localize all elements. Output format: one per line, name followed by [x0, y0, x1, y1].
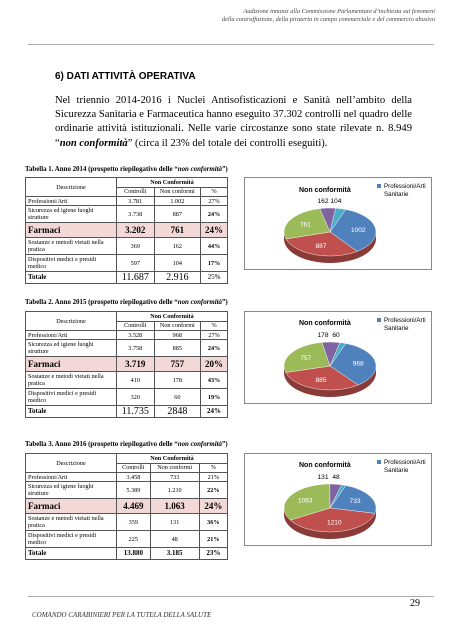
- table-row: [26, 206, 228, 223]
- cell-pct: 24%: [199, 499, 227, 514]
- col-header-description: Descrizione: [26, 178, 117, 197]
- cell-nonconformi: 178: [154, 372, 201, 389]
- legend-label-cont: Sanitarie: [384, 467, 409, 474]
- cell-description: Sostanze e metodi vietati nella pratica: [26, 238, 117, 255]
- pie-data-label: 104: [330, 198, 342, 205]
- col-header-controlli: Controlli: [117, 187, 155, 197]
- col-header-nonconformi: Non conformi: [154, 321, 201, 331]
- table-row: [26, 548, 228, 560]
- cell-pct: 27%: [201, 331, 228, 340]
- cell-description: Professioni/Arti: [26, 331, 117, 340]
- cell-controlli: 11.735: [117, 406, 155, 418]
- cell-nonconformi: 733: [150, 473, 199, 482]
- table-1-caption: Tabella 1. Anno 2014 (prospetto riepilogativo delle “non conformità”): [25, 166, 228, 173]
- cell-nonconformi: 757: [154, 357, 201, 372]
- pie-data-label: 1002: [350, 226, 366, 234]
- intro-paragraph: [55, 94, 412, 151]
- cell-nonconformi: 104: [154, 255, 201, 272]
- table-row: [26, 473, 228, 482]
- cell-nonconformi: 60: [154, 389, 201, 406]
- cell-description: Dispositivi medici e presidi medico: [26, 255, 117, 272]
- col-group-header: Non Conformità: [117, 312, 228, 322]
- cell-pct: 21%: [199, 473, 227, 482]
- cell-controlli: 410: [117, 372, 155, 389]
- cell-pct: 19%: [201, 389, 228, 406]
- table-row: [26, 531, 228, 548]
- col-header-description: Descrizione: [26, 454, 117, 473]
- cell-controlli: 13.880: [117, 548, 151, 560]
- legend-label-cont: Sanitarie: [384, 191, 409, 198]
- col-header-pct: %: [201, 187, 228, 197]
- pie-data-label: 131: [317, 474, 329, 481]
- cell-description: Sostanze e metodi vietati nella pratica: [26, 372, 117, 389]
- cell-pct: 21%: [199, 531, 227, 548]
- cell-nonconformi: 761: [154, 223, 201, 238]
- legend-swatch: [377, 460, 381, 464]
- cell-description: Sostanze e metodi vietati nella pratica: [26, 514, 117, 531]
- table-2016: [25, 453, 228, 560]
- cell-nonconformi: 1.063: [150, 499, 199, 514]
- table-row: [26, 514, 228, 531]
- table-row: [26, 357, 228, 372]
- table-row: [26, 406, 228, 418]
- cell-pct: 24%: [201, 223, 228, 238]
- col-header-nonconformi: Non conformi: [154, 187, 201, 197]
- section-title: 6) DATI ATTIVITÀ OPERATIVA: [55, 71, 196, 82]
- cell-controlli: 3.758: [117, 340, 155, 357]
- cell-controlli: 3.202: [117, 223, 155, 238]
- cell-controlli: 5.389: [117, 482, 151, 499]
- legend-label-cont: Sanitarie: [384, 325, 409, 332]
- cell-pct: 24%: [201, 340, 228, 357]
- col-header-controlli: Controlli: [117, 321, 155, 331]
- cell-controlli: 597: [117, 255, 155, 272]
- col-header-pct: %: [199, 463, 227, 473]
- cell-controlli: 369: [117, 238, 155, 255]
- header-divider: [28, 44, 434, 45]
- cell-controlli: 4.469: [117, 499, 151, 514]
- page-header: [120, 8, 435, 24]
- cell-pct: 17%: [201, 255, 228, 272]
- cell-description: Farmaci: [26, 499, 117, 514]
- pie-data-label: 885: [315, 377, 327, 385]
- col-group-header: Non Conformità: [117, 454, 228, 464]
- table-row: [26, 482, 228, 499]
- pie-chart-2015: [244, 311, 432, 404]
- cell-description: Dispositivi medici e presidi medico: [26, 531, 117, 548]
- table-3-caption: Tabella 3. Anno 2016 (prospetto riepilogativo delle “non conformità”): [25, 441, 228, 448]
- pie-data-label: 968: [352, 360, 364, 368]
- pie-data-label: 48: [332, 474, 340, 481]
- cell-pct: 24%: [201, 206, 228, 223]
- pie-data-label: 178: [317, 332, 329, 339]
- cell-pct: 44%: [201, 238, 228, 255]
- cell-nonconformi: 1.002: [154, 197, 201, 206]
- cell-nonconformi: 2848: [154, 406, 201, 418]
- table-row: [26, 499, 228, 514]
- cell-nonconformi: 131: [150, 514, 199, 531]
- cell-controlli: 3.738: [117, 206, 155, 223]
- cell-pct: 23%: [199, 548, 227, 560]
- table-row: [26, 255, 228, 272]
- pie-chart-svg: [245, 312, 431, 403]
- pie-chart-svg: [245, 454, 431, 545]
- cell-pct: 43%: [201, 372, 228, 389]
- cell-controlli: 359: [117, 514, 151, 531]
- cell-nonconformi: 3.185: [150, 548, 199, 560]
- intro-emphasis: non conformità: [59, 137, 128, 149]
- header-line-2: della contraffazione, della pirateria in campo commerciale e del commercio abusivo: [221, 16, 435, 23]
- chart-title: Non conformità: [299, 187, 351, 194]
- data-table: [25, 453, 228, 560]
- cell-nonconformi: 2.916: [154, 272, 201, 284]
- pie-data-label: 1063: [297, 497, 313, 505]
- cell-controlli: 3.458: [117, 473, 151, 482]
- footer-text: COMANDO CARABINIERI PER LA TUTELA DELLA SALUTE: [32, 611, 212, 619]
- intro-text-end: ” (circa il 23% del totale dei controlli eseguiti).: [127, 137, 328, 149]
- table-2015: [25, 311, 228, 418]
- col-header-description: Descrizione: [26, 312, 117, 331]
- chart-title: Non conformità: [299, 320, 351, 327]
- pie-data-label: 761: [299, 221, 311, 229]
- cell-controlli: 3.781: [117, 197, 155, 206]
- cell-description: Sicurezza ed igiene luoghi strutture: [26, 482, 117, 499]
- table-row: [26, 238, 228, 255]
- cell-pct: 25%: [201, 272, 228, 284]
- cell-description: Sicurezza ed igiene luoghi strutture: [26, 340, 117, 357]
- table-row: [26, 331, 228, 340]
- cell-description: Totale: [26, 272, 117, 284]
- table-2014: [25, 177, 228, 284]
- cell-description: Farmaci: [26, 223, 117, 238]
- cell-nonconformi: 1.210: [150, 482, 199, 499]
- cell-description: Professioni/Arti: [26, 197, 117, 206]
- table-row: [26, 372, 228, 389]
- cell-controlli: 320: [117, 389, 155, 406]
- table-2-caption: Tabella 2. Anno 2015 (prospetto riepilogativo delle “non conformità”): [25, 299, 228, 306]
- legend-swatch: [377, 184, 381, 188]
- cell-pct: 24%: [201, 406, 228, 418]
- cell-description: Totale: [26, 548, 117, 560]
- col-group-header: Non Conformità: [117, 178, 228, 188]
- cell-pct: 36%: [199, 514, 227, 531]
- table-row: [26, 272, 228, 284]
- header-line-1: Audizione innanzi alla Commissione Parlamentare d’inchiesta sui fenomeni: [243, 8, 435, 15]
- cell-controlli: 3.719: [117, 357, 155, 372]
- intro-text: Nel triennio 2014-2016 i Nuclei Antisofisticazioni e Sanità nell’ambito della Sicurezza Sanitaria e Farmaceutica hanno eseguito 37.302 controlli nel quadro delle ordinarie attività istituzionali. Nelle varie circostanze sono state rilevate n. 8.949 “: [55, 95, 412, 149]
- cell-description: Totale: [26, 406, 117, 418]
- legend-label: Professioni/Arti: [384, 183, 426, 190]
- cell-description: Professioni/Arti: [26, 473, 117, 482]
- data-table: [25, 311, 228, 418]
- pie-data-label: 887: [315, 243, 327, 251]
- cell-nonconformi: 885: [154, 340, 201, 357]
- cell-description: Farmaci: [26, 357, 117, 372]
- col-header-nonconformi: Non conformi: [150, 463, 199, 473]
- cell-pct: 27%: [201, 197, 228, 206]
- legend-swatch: [377, 318, 381, 322]
- data-table: [25, 177, 228, 284]
- table-row: [26, 223, 228, 238]
- pie-data-label: 60: [332, 332, 340, 339]
- legend-label: Professioni/Arti: [384, 317, 426, 324]
- cell-description: Dispositivi medici e presidi medico: [26, 389, 117, 406]
- col-header-pct: %: [201, 321, 228, 331]
- pie-chart-2014: [244, 177, 432, 270]
- footer-divider: [28, 596, 434, 597]
- cell-controlli: 225: [117, 531, 151, 548]
- chart-title: Non conformità: [299, 462, 351, 469]
- pie-data-label: 733: [349, 497, 361, 505]
- cell-nonconformi: 887: [154, 206, 201, 223]
- cell-nonconformi: 162: [154, 238, 201, 255]
- legend-label: Professioni/Arti: [384, 459, 426, 466]
- table-row: [26, 197, 228, 206]
- cell-nonconformi: 968: [154, 331, 201, 340]
- col-header-controlli: Controlli: [117, 463, 151, 473]
- pie-chart-svg: [245, 178, 431, 269]
- cell-nonconformi: 48: [150, 531, 199, 548]
- table-row: [26, 340, 228, 357]
- cell-controlli: 3.528: [117, 331, 155, 340]
- cell-pct: 20%: [201, 357, 228, 372]
- cell-controlli: 11.687: [117, 272, 155, 284]
- cell-pct: 22%: [199, 482, 227, 499]
- pie-data-label: 757: [300, 355, 312, 363]
- page-number: 29: [410, 598, 420, 609]
- cell-description: Sicurezza ed igiene luoghi strutture: [26, 206, 117, 223]
- table-row: [26, 389, 228, 406]
- pie-data-label: 162: [317, 198, 329, 205]
- pie-data-label: 1210: [326, 519, 342, 527]
- pie-chart-2016: [244, 453, 432, 546]
